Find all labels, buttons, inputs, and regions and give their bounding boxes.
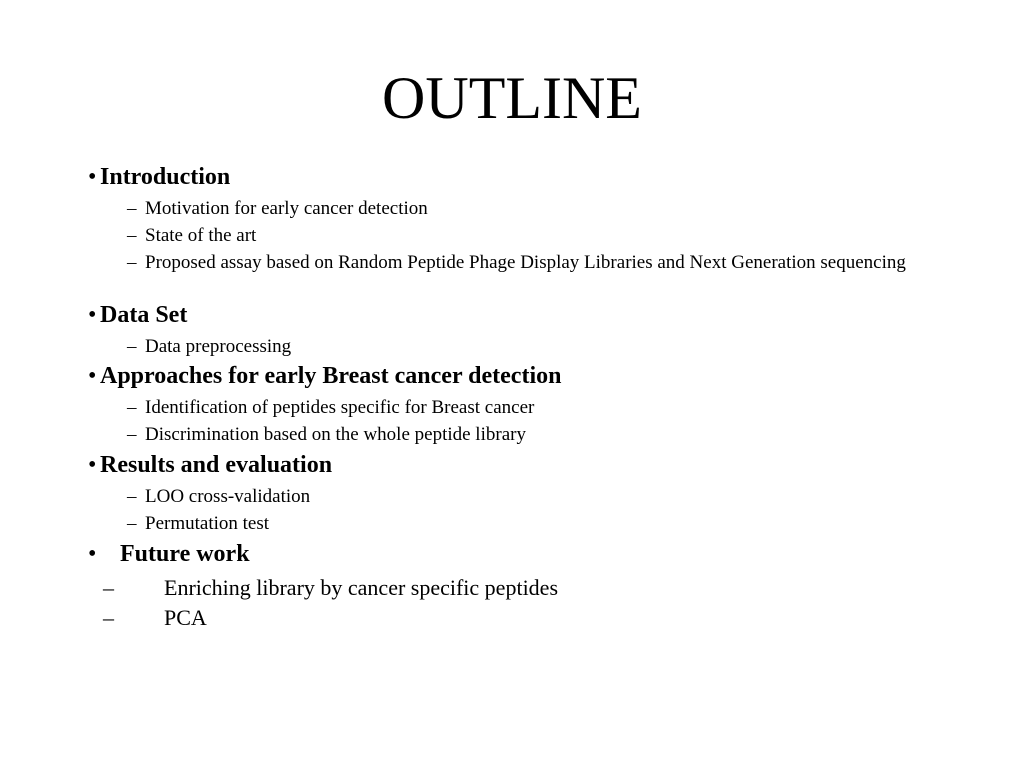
bullet-icon: • bbox=[88, 302, 97, 328]
section-heading-text: Results and evaluation bbox=[100, 452, 333, 478]
dash-icon: – bbox=[127, 198, 137, 219]
section-heading-text: Data Set bbox=[100, 302, 188, 328]
dash-icon: – bbox=[127, 513, 137, 534]
dash-icon: – bbox=[127, 486, 137, 507]
dash-icon: – bbox=[127, 424, 137, 445]
bullet-icon: • bbox=[88, 164, 97, 190]
subitem-text: Motivation for early cancer detection bbox=[145, 198, 428, 219]
subitem-text: Permutation test bbox=[145, 513, 270, 534]
dash-icon: – bbox=[103, 575, 114, 600]
bullet-icon: • bbox=[88, 541, 97, 567]
dash-icon: – bbox=[127, 397, 137, 418]
dash-icon: – bbox=[127, 336, 137, 357]
subitem-text: Discrimination based on the whole peptide library bbox=[145, 424, 526, 445]
slide-title: OUTLINE bbox=[382, 65, 642, 131]
subitem-text: State of the art bbox=[145, 225, 257, 246]
section-heading-text: Introduction bbox=[100, 164, 231, 190]
subitem-text: Proposed assay based on Random Peptide Phage Display Libraries and Next Generation sequencing bbox=[145, 252, 906, 273]
subitem-text: PCA bbox=[164, 605, 207, 630]
section-heading-text: Future work bbox=[120, 541, 250, 567]
bullet-icon: • bbox=[88, 452, 97, 478]
bullet-icon: • bbox=[88, 363, 97, 389]
section-heading-text: Approaches for early Breast cancer detection bbox=[100, 363, 562, 389]
dash-icon: – bbox=[103, 605, 114, 630]
dash-icon: – bbox=[127, 225, 137, 246]
subitem-text: LOO cross-validation bbox=[145, 486, 311, 507]
subitem-text: Identification of peptides specific for Breast cancer bbox=[145, 397, 535, 418]
subitem-text: Data preprocessing bbox=[145, 336, 292, 357]
subitem-text: Enriching library by cancer specific peptides bbox=[164, 575, 559, 600]
dash-icon: – bbox=[127, 252, 137, 273]
